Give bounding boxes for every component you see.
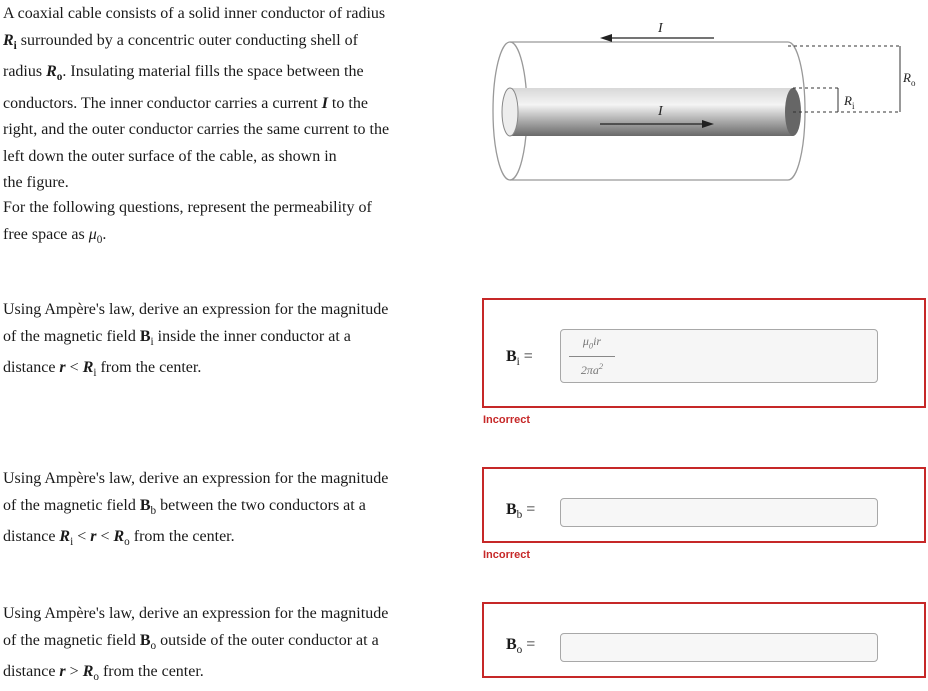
status-incorrect-1: Incorrect (483, 414, 531, 426)
current-label-top: I (658, 21, 663, 36)
permeability-note: For the following questions, represent the permeability of free space as $\mu_0$. (3, 199, 372, 246)
coaxial-cable-figure (488, 10, 918, 190)
label-bo: $B_o$ = (506, 636, 536, 657)
answer-input-bb[interactable] (560, 498, 878, 527)
answer-box-1 (482, 298, 926, 408)
problem-statement: A coaxial cable consists of a solid inner conductor of radius $R_i$ surrounded by a concentric outer conducting shell of radius $R_o$. Insulating material fills the space between the conductors. The inner conductor carries a current I to the right, and the outer conductor carries the same current to the left down the outer surface of the cable, as shown in the figure. (3, 5, 390, 192)
symbol-r: R (3, 31, 14, 49)
question-1-text: Using Ampère's law, derive an expression for the magnitude of the magnetic field $B_i$ inside the inner conductor at a distance $r < R_i$ from the center. (3, 301, 389, 380)
mu0-symbol: μ (88, 225, 97, 243)
intro-text: A coaxial cable consists of a solid inner conductor of radius (3, 5, 386, 22)
label-bi: $B_i$ = (506, 348, 533, 369)
answer-input-bi[interactable] (560, 329, 878, 383)
current-label-inner: I (658, 104, 663, 119)
answer-fraction: $\mu_0ir$ $2\pi a^2$ (561, 334, 623, 377)
label-bb: $B_b$ = (506, 501, 536, 522)
answer-box-3 (482, 602, 926, 678)
question-3-text: Using Ampère's law, derive an expression for the magnitude of the magnetic field $B_o$ outside of the outer conductor at a distance $r > R_o$ from the center. (3, 605, 389, 684)
status-incorrect-2: Incorrect (483, 549, 531, 561)
radius-label-ri: $R_i$ (844, 93, 855, 111)
answer-box-2 (482, 467, 926, 543)
answer-input-bo[interactable] (560, 633, 878, 662)
radius-label-ro: $R_o$ (903, 70, 916, 88)
question-2-text: Using Ampère's law, derive an expression for the magnitude of the magnetic field $B_b$ between the two conductors at a distance $R_i < r < R_o$ from the center. (3, 470, 389, 549)
